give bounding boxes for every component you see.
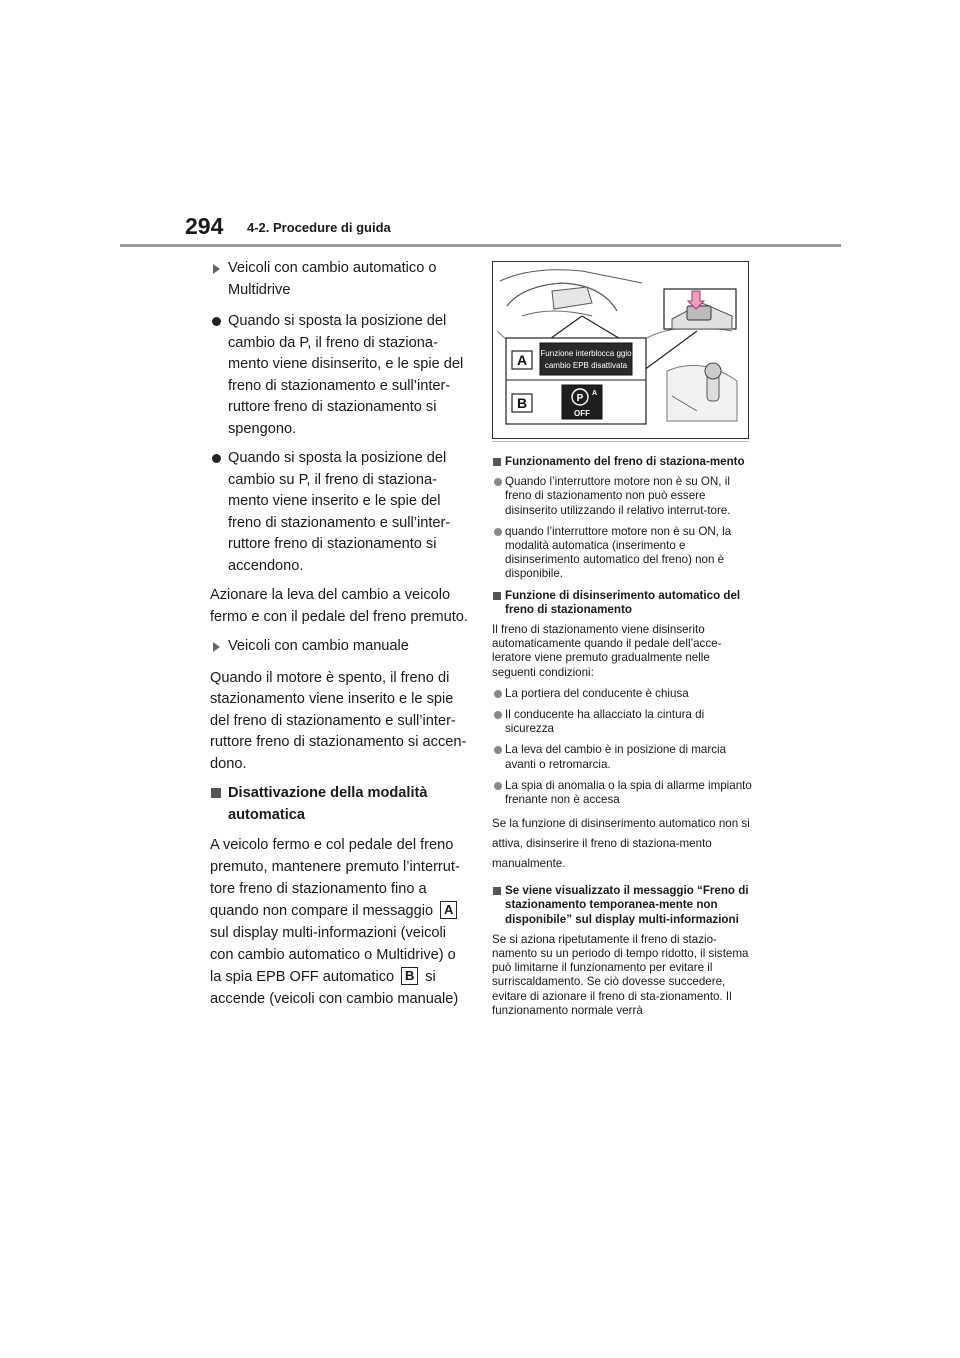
disable-text-3: si accende (veicoli con cambio manuale) [210, 969, 459, 1007]
section-title: 4-2. Procedure di guida [247, 220, 391, 235]
heading-temporary-unavailable: Se viene visualizzato il messaggio “Freno di stazionamento temporanea-mente non disponibile” sul display multi-informazioni [492, 884, 752, 927]
bullet-seatbelt: Il conducente ha allacciato la cintura di sicurezza [492, 708, 752, 736]
figure-message-line1: Funzione interblocca ggio [540, 349, 632, 358]
bullet-engine-off-2: quando l’interruttore motore non è su ON, la modalità automatica (inserimento e disinserimento automatico del freno) non è disponibile. [492, 525, 752, 582]
epb-off-label: OFF [574, 409, 590, 418]
disable-text-1: A veicolo fermo e col pedale del freno premuto, mantenere premuto l’interrut-tore freno di stazionamento fino a quando non compare il messaggio [210, 837, 460, 919]
paragraph-manual-release: Se la funzione di disinserimento automatico non si attiva, disinserire il freno di staziona-mento manualmente. [492, 817, 750, 871]
heading-auto-release: Funzione di disinserimento automatico del freno di stazionamento [492, 589, 752, 617]
paragraph-manual: Quando il motore è spento, il freno di stazionamento viene inserito e le spie del freno di stazionamento e sull’inter-ruttore freno di stazionamento si accen-dono. [210, 669, 467, 772]
bullet-gear-position: La leva del cambio è in posizione di marcia avanti o retromarcia. [492, 743, 752, 771]
paragraph-disable-auto [210, 834, 468, 1010]
figure-message-line2: cambio EPB disattivata [544, 361, 628, 370]
left-column [210, 252, 468, 1018]
paragraph-shift-lever: Azionare la leva del cambio a veicolo fermo e con il pedale del freno premuto. [210, 587, 468, 625]
paragraph-overheating: Se si aziona ripetutamente il freno di stazio-namento su un periodo di tempo ridotto, il sistema può limitarne il funzionamento per evitare il surriscaldamento. Se ciò dovesse succedere, evitare di azionare il freno di sta-zionamento. Il funzionamento normale verrà [492, 932, 749, 1017]
subheading-manual: Veicoli con cambio manuale [210, 636, 468, 658]
figure-label-a: A [516, 352, 528, 368]
figure-label-b: B [516, 395, 528, 411]
right-column [492, 455, 752, 1025]
badge-b: B [401, 967, 418, 985]
header-rule [120, 244, 841, 247]
paragraph-auto-release: Il freno di stazionamento viene disinserito automaticamente quando il pedale dell’acce-leratore viene premuto gradualmente nelle seguenti condizioni: [492, 623, 722, 679]
bullet-door-closed: La portiera del conducente è chiusa [492, 687, 752, 701]
bullet-apply: Quando si sposta la posizione del cambio su P, il freno di staziona-mento viene inserito e le spie del freno di stazionamento e sull’inter-ruttore freno di stazionamento si accendono. [210, 448, 468, 577]
badge-a: A [440, 901, 457, 919]
page-number: 294 [185, 213, 224, 239]
bullet-engine-off-1: Quando l’interruttore motore non è su ON, il freno di stazionamento non può essere disinserito utilizzando il relativo interrut-tore. [492, 475, 752, 518]
svg-text:P: P [576, 393, 584, 404]
figure-underline [492, 441, 749, 442]
bullet-warning-light: La spia di anomalia o la spia di allarme impianto frenante non è accesa [492, 779, 752, 807]
epb-a-label: A [592, 390, 598, 397]
bullet-release: Quando si sposta la posizione del cambio da P, il freno di staziona-mento viene disinserito, e le spie del freno di stazionamento e sull’inter-ruttore freno di stazionamento si spengono. [210, 311, 468, 440]
heading-operation: Funzionamento del freno di staziona-mento [492, 455, 752, 469]
dashboard-illustration [492, 261, 749, 439]
disable-text-2: sul display multi-informazioni (veicoli con cambio automatico o Multidrive) o la spia EPB OFF automatico [210, 925, 456, 985]
heading-disable-auto: Disattivazione della modalità automatica [210, 783, 468, 826]
subheading-automatic: Veicoli con cambio automatico o Multidrive [210, 258, 468, 301]
